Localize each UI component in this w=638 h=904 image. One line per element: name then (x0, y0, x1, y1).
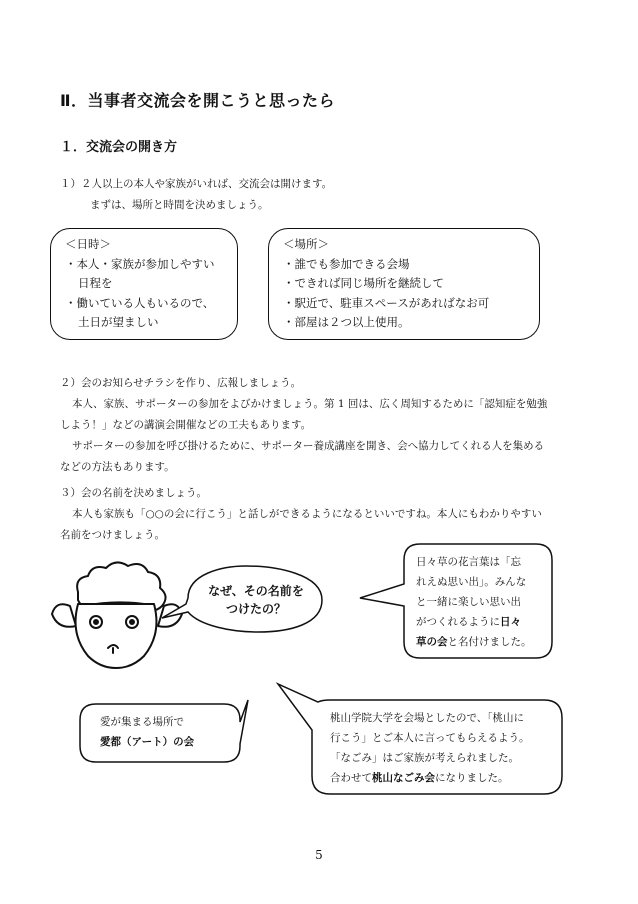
p2-line: 本人、家族、サポーターの参加をよびかけましょう。第 1 回は、広く周知するために「認知症を勉強 (72, 398, 548, 410)
momoyama-plain: になりました。 (435, 772, 509, 784)
why-line: つけたの？ (225, 602, 286, 616)
date-box-item: 土日が望ましい (78, 315, 159, 329)
p2-line: しよう！」などの講演会開催などの工夫もあります。 (60, 419, 312, 431)
momoyama-line: 「なごみ」はご家族が考えられました。 (330, 752, 519, 764)
p3-line: 名前をつけましょう。 (60, 529, 165, 541)
momoyama-bubble-text (330, 708, 530, 788)
ato-bubble-text (100, 712, 194, 752)
ato-line: 愛が集まる場所で (100, 716, 184, 728)
place-box-title: ＜場所＞ (283, 237, 329, 251)
p1-line: まずは、場所と時間を決めましょう。 (90, 199, 269, 211)
ato-line: 愛都（アート）の会 (100, 736, 195, 748)
place-box-item: ・部屋は２つ以上使用。 (283, 315, 410, 329)
momoyama-bold: 桃山なごみ会 (372, 772, 435, 784)
nichinichi-line (416, 632, 532, 652)
place-box-item: ・駅近で、駐車スペースがあればなお可 (283, 295, 490, 310)
p2-line: サポーターの参加を呼び掛けるために、サポーター養成講座を開き、会へ協力してくれる人を集める (72, 440, 545, 452)
nichinichi-line: と一緒に楽しい思い出 (416, 596, 521, 608)
p3-line: ３）会の名前を決めましょう。 (60, 487, 207, 499)
momoyama-line: 行こう」とご本人に言ってもらえるよう。 (330, 732, 530, 744)
why-line: なぜ、その名前を (208, 584, 304, 598)
p2-line: などの方法もあります。 (60, 461, 175, 473)
nichinichi-bubble-text (416, 552, 532, 652)
p1-line: １）２人以上の本人や家族がいれば、交流会は開けます。 (60, 178, 333, 190)
why-bubble-text (196, 582, 316, 618)
nichinichi-line: 日々草の花言葉は「忘 (416, 556, 521, 568)
momoyama-line (330, 768, 530, 788)
sheep-icon (52, 562, 182, 668)
date-box-item: ・働いている人もいるので、 (65, 295, 215, 310)
place-box-item: ・できれば同じ場所を継続して (283, 276, 444, 290)
place-box-item: ・誰でも参加できる会場 (283, 256, 410, 271)
nichinichi-plain: と名付けました。 (447, 636, 532, 648)
date-box-item: 日程を (78, 276, 113, 290)
date-box-item: ・本人・家族が参加しやすい (65, 256, 215, 271)
p3-line: 本人も家族も「○○の会に行こう」と話しができるようになるといいですね。本人にもわかりやすい (72, 508, 542, 520)
nichinichi-bold: 日々 (500, 616, 521, 628)
nichinichi-plain: がつくれるように (416, 616, 500, 628)
page-number: 5 (315, 848, 323, 862)
nichinichi-line: れえぬ思い出」。みんな (416, 576, 527, 588)
momoyama-plain: 合わせて (330, 772, 372, 784)
chapter-title: Ⅱ．当事者交流会を開こうと思ったら (60, 91, 336, 110)
p2-line: ２）会のお知らせチラシを作り、広報しましょう。 (60, 377, 302, 389)
section-title: １．交流会の開き方 (60, 140, 178, 155)
momoyama-line: 桃山学院大学を会場としたので、「桃山に (330, 712, 525, 724)
date-box-title: ＜日時＞ (65, 237, 111, 251)
nichinichi-bold: 草の会 (416, 636, 448, 648)
nichinichi-line (416, 612, 532, 632)
